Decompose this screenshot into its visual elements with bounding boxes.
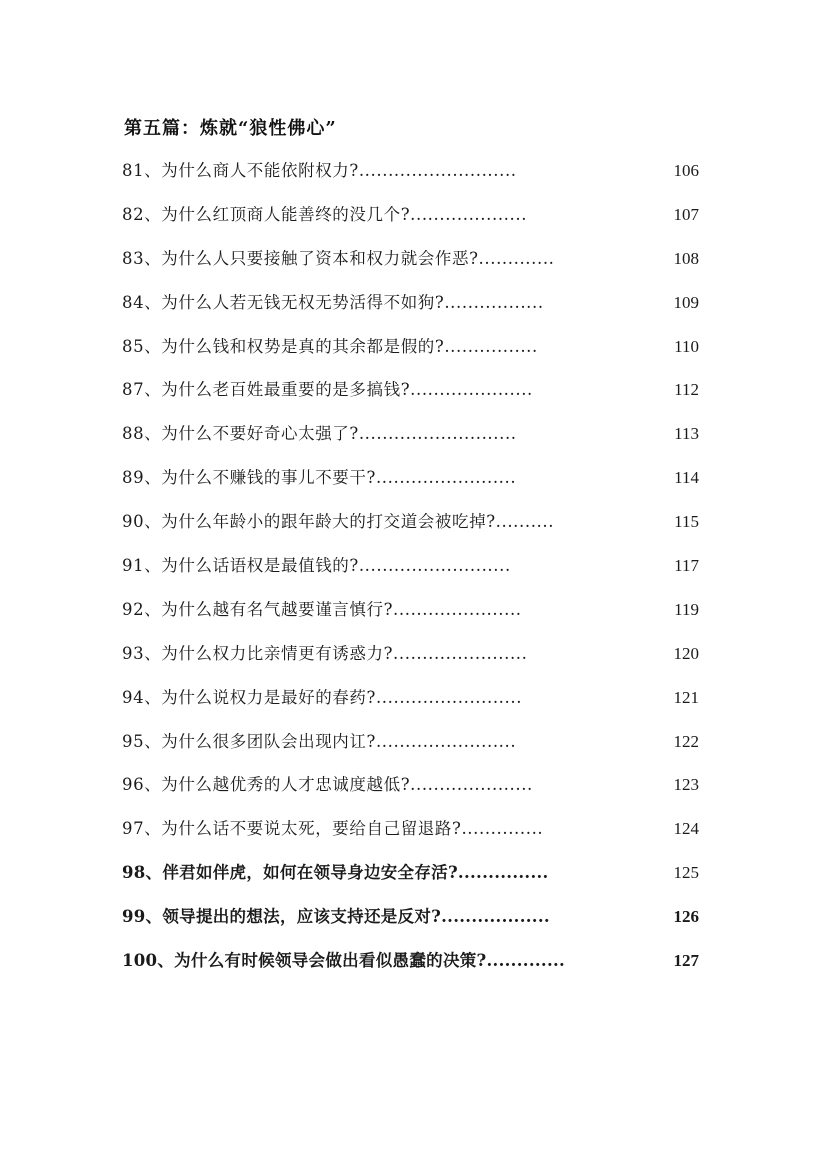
toc-entry-title: 82、为什么红顶商人能善终的没几个?.................... xyxy=(122,204,528,224)
toc-row xyxy=(122,856,702,900)
toc-row xyxy=(122,330,702,374)
toc-page-number: 115 xyxy=(674,512,699,532)
toc-page-number: 127 xyxy=(673,951,699,971)
toc-page-number: 125 xyxy=(673,863,699,883)
toc-entry-title: 91、为什么话语权是最值钱的?.......................... xyxy=(122,556,511,576)
toc-entry-title: 100、为什么有时候领导会做出看似愚蠢的决策?............. xyxy=(122,951,566,971)
toc-row xyxy=(122,637,702,681)
toc-row xyxy=(122,242,702,286)
toc-entry-title: 92、为什么越有名气越要谨言慎行?...................... xyxy=(122,599,522,619)
toc-page-number: 110 xyxy=(674,336,699,356)
toc-entry-title: 81、为什么商人不能依附权力?........................... xyxy=(122,161,517,180)
toc-entry-title: 83、为什么人只要接触了资本和权力就会作恶?............. xyxy=(122,248,555,268)
toc-row xyxy=(122,373,702,417)
toc-row xyxy=(122,681,702,725)
toc-row xyxy=(122,900,702,944)
section-title: 第五篇：炼就“狼性佛心” xyxy=(124,118,337,139)
toc-page-number: 113 xyxy=(674,424,699,444)
toc-page-number: 112 xyxy=(674,380,699,400)
toc-row xyxy=(122,286,702,330)
toc-page-number: 124 xyxy=(673,819,699,839)
toc-entry-title: 89、为什么不赚钱的事儿不要干?........................ xyxy=(122,468,517,488)
toc-row xyxy=(122,417,702,461)
toc-entry-title: 97、为什么话不要说太死，要给自己留退路?.............. xyxy=(122,819,544,839)
toc-entry-title: 96、为什么越优秀的人才忠诚度越低?..................... xyxy=(122,775,533,795)
toc-entry-title: 94、为什么说权力是最好的春药?......................... xyxy=(122,687,523,707)
toc-page-number: 108 xyxy=(673,248,699,268)
toc-row xyxy=(122,725,702,769)
toc-entry-title: 99、领导提出的想法，应该支持还是反对?.................. xyxy=(122,907,550,927)
toc-entry-title: 87、为什么老百姓最重要的是多搞钱?..................... xyxy=(122,380,533,400)
toc-row xyxy=(122,593,702,637)
table-of-contents xyxy=(122,154,702,988)
toc-page-number: 120 xyxy=(673,643,699,663)
toc-entry-title: 90、为什么年龄小的跟年龄大的打交道会被吃掉?.......... xyxy=(122,512,555,532)
toc-page-number: 119 xyxy=(674,599,699,619)
toc-row xyxy=(122,944,702,988)
toc-row xyxy=(122,505,702,549)
toc-entry-title: 84、为什么人若无钱无权无势活得不如狗?................. xyxy=(122,292,544,312)
toc-page-number: 107 xyxy=(673,204,699,224)
toc-page-number: 121 xyxy=(673,687,699,707)
toc-row xyxy=(122,198,702,242)
toc-page-number: 123 xyxy=(673,775,699,795)
toc-page-number: 109 xyxy=(673,292,699,312)
toc-row xyxy=(122,812,702,856)
toc-row xyxy=(122,154,702,198)
toc-entry-title: 88、为什么不要好奇心太强了?........................... xyxy=(122,424,517,444)
toc-entry-title: 95、为什么很多团队会出现内讧?........................ xyxy=(122,731,517,751)
toc-page-number: 114 xyxy=(674,468,699,488)
toc-page-number: 106 xyxy=(673,161,699,180)
toc-entry-title: 93、为什么权力比亲情更有诱惑力?....................... xyxy=(122,643,528,663)
toc-entry-title: 98、伴君如伴虎，如何在领导身边安全存活?............... xyxy=(122,863,549,883)
toc-entry-title: 85、为什么钱和权势是真的其余都是假的?................ xyxy=(122,336,538,356)
toc-row xyxy=(122,768,702,812)
toc-page-number: 122 xyxy=(673,731,699,751)
toc-page-number: 117 xyxy=(674,556,699,576)
toc-page-number: 126 xyxy=(673,907,699,927)
toc-row xyxy=(122,549,702,593)
toc-row xyxy=(122,461,702,505)
